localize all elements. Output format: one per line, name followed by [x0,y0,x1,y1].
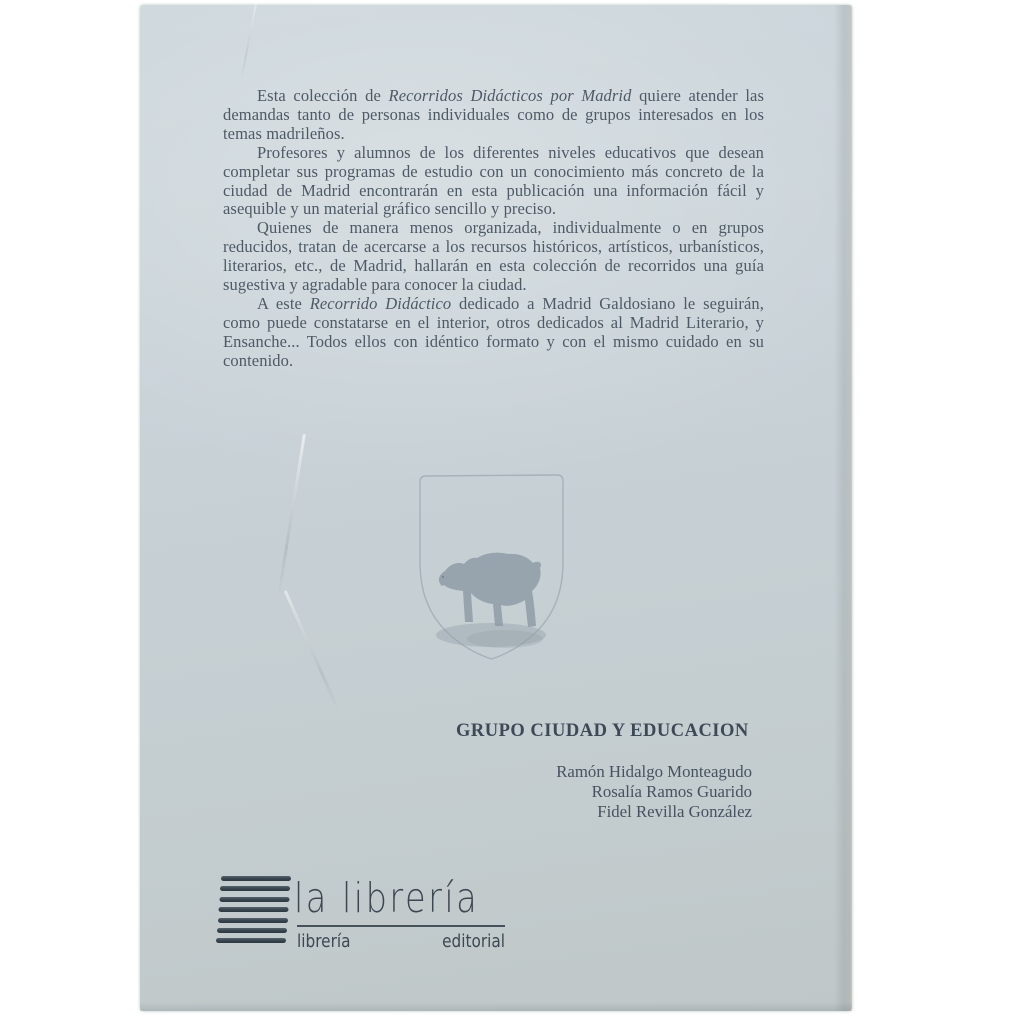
publisher-tagline [297,931,505,953]
group-title: GRUPO CIUDAD Y EDUCACION [456,721,749,741]
publisher-name: la librería [294,874,480,922]
cover-edge-shadow [834,5,852,1011]
publisher-logo-rule [297,925,505,927]
publisher-stacked-bars-icon [216,876,288,949]
crease-artifact [284,590,340,710]
blurb-paragraph-3: Quienes de manera menos organizada, individualmente o en grupos reducidos, tratan de acercarse a los recursos históricos, artísticos, urbanísticos, literarios, etc., de Madrid, hallarán en esta colección de recorridos una guía sugestiva y agradable para conocer la ciudad. [223,218,764,295]
author-name: Rosalía Ramos Guarido [591,781,752,801]
blurb-paragraph-1: Esta colección de Recorridos Didácticos por Madrid quiere atender las demandas tanto de personas individuales como de grupos interesados en los temas madrileños. [223,86,764,143]
author-name: Ramón Hidalgo Monteagudo [556,762,752,781]
author-list [556,762,752,821]
blurb-text [223,87,764,371]
blurb-paragraph-2: Profesores y alumnos de los diferentes niveles educativos que desean completar sus programas de estudio con un conocimiento más concreto de la ciudad de Madrid encontrarán en esta publicación una información fácil y asequible y un material gráfico sencillo y preciso. [223,142,764,219]
publisher-tagline-left: librería [297,931,351,952]
book-back-cover [140,5,852,1011]
crease-artifact [277,434,306,597]
crease-artifact [241,2,258,79]
madrid-bear-shield-icon [413,469,571,665]
blurb-paragraph-4: A este Recorrido Didáctico dedicado a Madrid Galdosiano le seguirán, como puede constatarse en el interior, otros dedicados al Madrid Literario, y Ensanche... Todos ellos con idéntico formato y con el mismo cuidado en su contenido. [223,293,765,370]
cover-bottom-shadow [140,1002,852,1011]
author-name: Fidel Revilla González [597,801,752,821]
publisher-tagline-right: editorial [442,931,505,952]
